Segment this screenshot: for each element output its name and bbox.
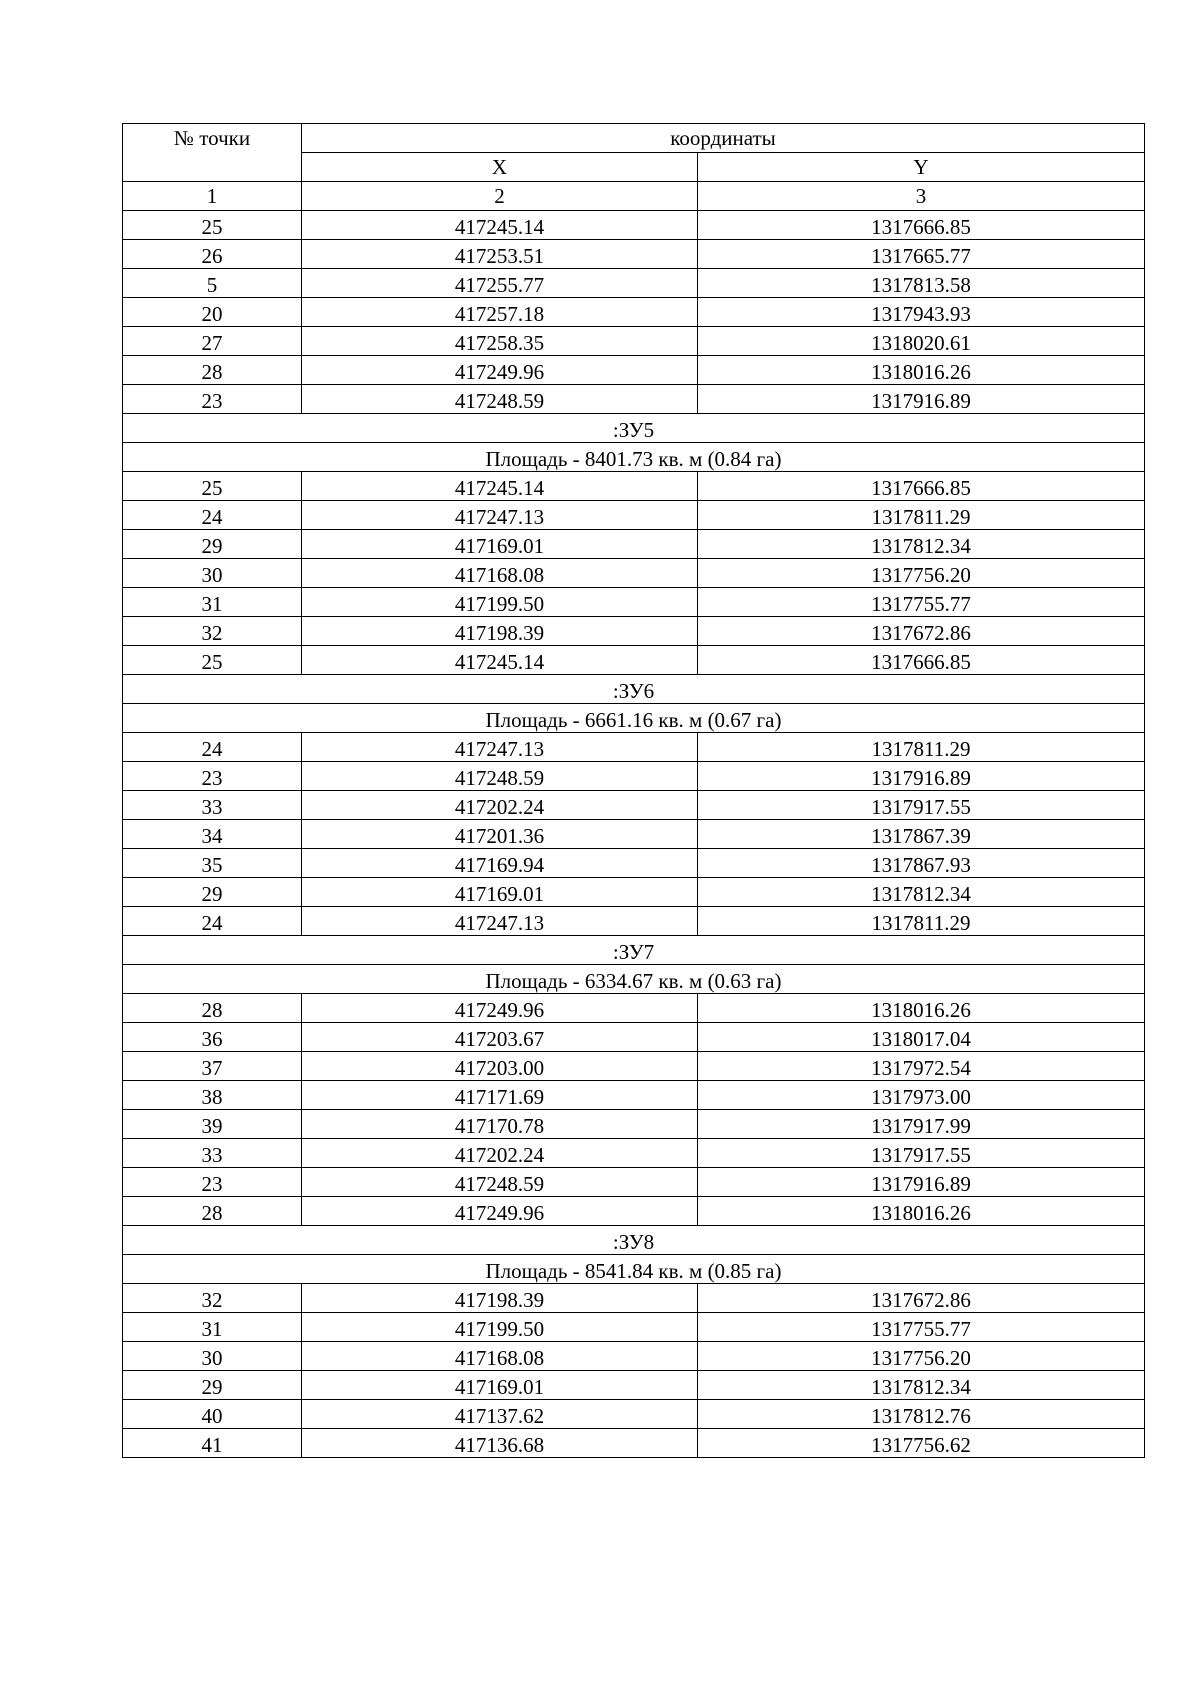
table-row — [123, 559, 1145, 588]
x-coordinate-cell: 417169.01 — [302, 530, 698, 559]
section-label: :ЗУ7 — [123, 936, 1145, 965]
section-row — [123, 675, 1145, 704]
table-row — [123, 820, 1145, 849]
point-number-header: № точки — [123, 124, 302, 182]
x-coordinate-cell: 417247.13 — [302, 501, 698, 530]
point-number-cell: 33 — [123, 1139, 302, 1168]
table-row — [123, 1371, 1145, 1400]
y-coordinate-cell: 1317756.20 — [698, 1342, 1145, 1371]
column-index-3: 3 — [698, 182, 1145, 211]
coordinates-group-header: координаты — [302, 124, 1145, 153]
point-number-cell: 25 — [123, 646, 302, 675]
x-coordinate-cell: 417198.39 — [302, 617, 698, 646]
section-label: Площадь - 6334.67 кв. м (0.63 га) — [123, 965, 1145, 994]
y-coordinate-cell: 1317812.34 — [698, 530, 1145, 559]
point-number-cell: 38 — [123, 1081, 302, 1110]
x-coordinate-cell: 417136.68 — [302, 1429, 698, 1458]
table-row — [123, 994, 1145, 1023]
x-coordinate-cell: 417171.69 — [302, 1081, 698, 1110]
x-coordinate-cell: 417245.14 — [302, 646, 698, 675]
table-row — [123, 1197, 1145, 1226]
point-number-cell: 30 — [123, 1342, 302, 1371]
section-row — [123, 443, 1145, 472]
table-row — [123, 1168, 1145, 1197]
y-coordinate-cell: 1317666.85 — [698, 472, 1145, 501]
x-coordinate-cell: 417203.00 — [302, 1052, 698, 1081]
table-row — [123, 878, 1145, 907]
x-coordinate-cell: 417202.24 — [302, 791, 698, 820]
section-row — [123, 1226, 1145, 1255]
section-label: Площадь - 6661.16 кв. м (0.67 га) — [123, 704, 1145, 733]
point-number-cell: 5 — [123, 269, 302, 298]
x-coordinate-cell: 417247.13 — [302, 733, 698, 762]
x-coordinate-cell: 417248.59 — [302, 1168, 698, 1197]
table-row — [123, 791, 1145, 820]
section-row — [123, 936, 1145, 965]
y-coordinate-cell: 1317867.39 — [698, 820, 1145, 849]
point-number-cell: 28 — [123, 1197, 302, 1226]
coordinates-table — [122, 123, 1145, 1458]
y-coordinate-cell: 1317812.34 — [698, 1371, 1145, 1400]
table-row — [123, 646, 1145, 675]
point-number-cell: 40 — [123, 1400, 302, 1429]
y-coordinate-cell: 1317973.00 — [698, 1081, 1145, 1110]
x-coordinate-cell: 417249.96 — [302, 356, 698, 385]
point-number-cell: 30 — [123, 559, 302, 588]
table-row — [123, 1313, 1145, 1342]
y-coordinate-cell: 1317755.77 — [698, 588, 1145, 617]
point-number-cell: 34 — [123, 820, 302, 849]
x-coordinate-cell: 417247.13 — [302, 907, 698, 936]
table-row — [123, 733, 1145, 762]
y-header: Y — [698, 153, 1145, 182]
column-index-1: 1 — [123, 182, 302, 211]
point-number-cell: 28 — [123, 994, 302, 1023]
y-coordinate-cell: 1317811.29 — [698, 733, 1145, 762]
y-coordinate-cell: 1317812.76 — [698, 1400, 1145, 1429]
y-coordinate-cell: 1317755.77 — [698, 1313, 1145, 1342]
point-number-cell: 32 — [123, 617, 302, 646]
section-row — [123, 1255, 1145, 1284]
table-row — [123, 1081, 1145, 1110]
x-coordinate-cell: 417169.01 — [302, 1371, 698, 1400]
y-coordinate-cell: 1317917.99 — [698, 1110, 1145, 1139]
x-coordinate-cell: 417201.36 — [302, 820, 698, 849]
x-coordinate-cell: 417169.01 — [302, 878, 698, 907]
point-number-cell: 23 — [123, 385, 302, 414]
table-row — [123, 530, 1145, 559]
y-coordinate-cell: 1317756.62 — [698, 1429, 1145, 1458]
y-coordinate-cell: 1317916.89 — [698, 385, 1145, 414]
y-coordinate-cell: 1317811.29 — [698, 907, 1145, 936]
y-coordinate-cell: 1317917.55 — [698, 1139, 1145, 1168]
table-row — [123, 762, 1145, 791]
point-number-cell: 39 — [123, 1110, 302, 1139]
table-row — [123, 356, 1145, 385]
table-row — [123, 1052, 1145, 1081]
y-coordinate-cell: 1317813.58 — [698, 269, 1145, 298]
x-coordinate-cell: 417137.62 — [302, 1400, 698, 1429]
point-number-cell: 25 — [123, 211, 302, 240]
y-coordinate-cell: 1317666.85 — [698, 646, 1145, 675]
y-coordinate-cell: 1317672.86 — [698, 1284, 1145, 1313]
column-index-2: 2 — [302, 182, 698, 211]
x-coordinate-cell: 417169.94 — [302, 849, 698, 878]
table-row — [123, 240, 1145, 269]
table-header — [123, 124, 1145, 211]
x-coordinate-cell: 417258.35 — [302, 327, 698, 356]
point-number-cell: 27 — [123, 327, 302, 356]
point-number-cell: 26 — [123, 240, 302, 269]
table-row — [123, 211, 1145, 240]
y-coordinate-cell: 1317972.54 — [698, 1052, 1145, 1081]
x-coordinate-cell: 417203.67 — [302, 1023, 698, 1052]
table-row — [123, 617, 1145, 646]
section-label: :ЗУ8 — [123, 1226, 1145, 1255]
point-number-cell: 32 — [123, 1284, 302, 1313]
x-coordinate-cell: 417257.18 — [302, 298, 698, 327]
x-coordinate-cell: 417255.77 — [302, 269, 698, 298]
y-coordinate-cell: 1318016.26 — [698, 994, 1145, 1023]
point-number-cell: 23 — [123, 762, 302, 791]
header-row-index — [123, 182, 1145, 211]
y-coordinate-cell: 1317811.29 — [698, 501, 1145, 530]
table-row — [123, 1429, 1145, 1458]
header-row-top — [123, 124, 1145, 153]
table-row — [123, 1342, 1145, 1371]
section-label: :ЗУ6 — [123, 675, 1145, 704]
y-coordinate-cell: 1317756.20 — [698, 559, 1145, 588]
point-number-cell: 31 — [123, 1313, 302, 1342]
y-coordinate-cell: 1318017.04 — [698, 1023, 1145, 1052]
section-label: Площадь - 8541.84 кв. м (0.85 га) — [123, 1255, 1145, 1284]
section-row — [123, 965, 1145, 994]
point-number-cell: 33 — [123, 791, 302, 820]
point-number-cell: 24 — [123, 907, 302, 936]
table-row — [123, 472, 1145, 501]
table-row — [123, 849, 1145, 878]
x-coordinate-cell: 417170.78 — [302, 1110, 698, 1139]
section-row — [123, 414, 1145, 443]
point-number-cell: 37 — [123, 1052, 302, 1081]
point-number-cell: 20 — [123, 298, 302, 327]
point-number-cell: 29 — [123, 878, 302, 907]
point-number-cell: 24 — [123, 733, 302, 762]
y-coordinate-cell: 1317812.34 — [698, 878, 1145, 907]
x-coordinate-cell: 417168.08 — [302, 559, 698, 588]
point-number-cell: 36 — [123, 1023, 302, 1052]
table-row — [123, 501, 1145, 530]
x-coordinate-cell: 417253.51 — [302, 240, 698, 269]
x-coordinate-cell: 417248.59 — [302, 385, 698, 414]
table-row — [123, 1284, 1145, 1313]
y-coordinate-cell: 1317867.93 — [698, 849, 1145, 878]
section-label: :ЗУ5 — [123, 414, 1145, 443]
point-number-cell: 29 — [123, 1371, 302, 1400]
point-number-cell: 29 — [123, 530, 302, 559]
x-coordinate-cell: 417249.96 — [302, 1197, 698, 1226]
point-number-cell: 28 — [123, 356, 302, 385]
y-coordinate-cell: 1317916.89 — [698, 762, 1145, 791]
table-row — [123, 588, 1145, 617]
table-row — [123, 1139, 1145, 1168]
point-number-cell: 31 — [123, 588, 302, 617]
y-coordinate-cell: 1317666.85 — [698, 211, 1145, 240]
y-coordinate-cell: 1318020.61 — [698, 327, 1145, 356]
table-body — [123, 211, 1145, 1458]
x-coordinate-cell: 417248.59 — [302, 762, 698, 791]
x-coordinate-cell: 417249.96 — [302, 994, 698, 1023]
y-coordinate-cell: 1318016.26 — [698, 356, 1145, 385]
x-coordinate-cell: 417198.39 — [302, 1284, 698, 1313]
table-row — [123, 385, 1145, 414]
y-coordinate-cell: 1318016.26 — [698, 1197, 1145, 1226]
table-row — [123, 327, 1145, 356]
table-row — [123, 298, 1145, 327]
y-coordinate-cell: 1317916.89 — [698, 1168, 1145, 1197]
section-label: Площадь - 8401.73 кв. м (0.84 га) — [123, 443, 1145, 472]
x-header: X — [302, 153, 698, 182]
table-row — [123, 269, 1145, 298]
x-coordinate-cell: 417199.50 — [302, 588, 698, 617]
point-number-cell: 35 — [123, 849, 302, 878]
x-coordinate-cell: 417245.14 — [302, 211, 698, 240]
table-row — [123, 1400, 1145, 1429]
x-coordinate-cell: 417199.50 — [302, 1313, 698, 1342]
point-number-cell: 25 — [123, 472, 302, 501]
x-coordinate-cell: 417245.14 — [302, 472, 698, 501]
point-number-cell: 24 — [123, 501, 302, 530]
section-row — [123, 704, 1145, 733]
y-coordinate-cell: 1317917.55 — [698, 791, 1145, 820]
point-number-cell: 23 — [123, 1168, 302, 1197]
y-coordinate-cell: 1317665.77 — [698, 240, 1145, 269]
table-row — [123, 907, 1145, 936]
table-row — [123, 1023, 1145, 1052]
y-coordinate-cell: 1317943.93 — [698, 298, 1145, 327]
table-row — [123, 1110, 1145, 1139]
point-number-cell: 41 — [123, 1429, 302, 1458]
x-coordinate-cell: 417202.24 — [302, 1139, 698, 1168]
x-coordinate-cell: 417168.08 — [302, 1342, 698, 1371]
y-coordinate-cell: 1317672.86 — [698, 617, 1145, 646]
